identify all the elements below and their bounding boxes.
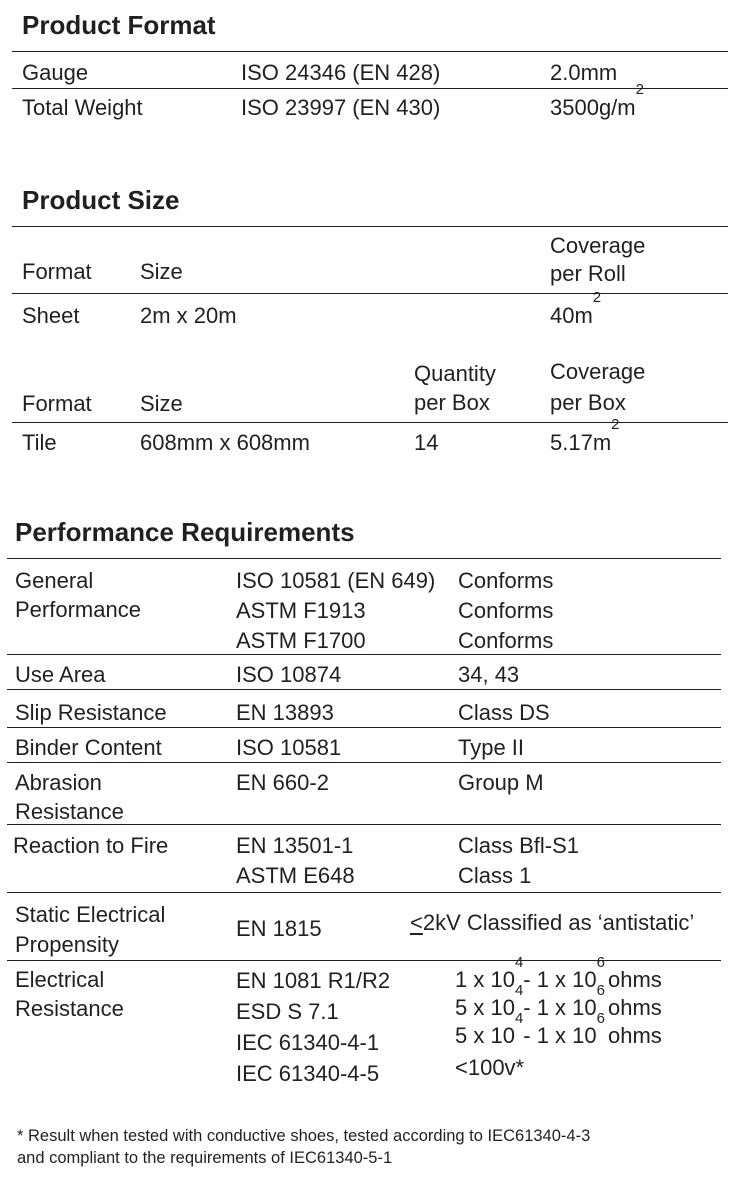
total-weight-value: $3500g/m^2$	[550, 81, 644, 120]
sheet-format: Sheet	[22, 303, 80, 328]
resistance-value-4: <100v*	[455, 1055, 525, 1080]
tile-header-format: Format	[22, 391, 92, 416]
gauge-label: Gauge	[22, 60, 89, 85]
use-area-label: Use Area	[15, 662, 106, 687]
general-performance-results: Conforms Conforms Conforms	[458, 568, 554, 653]
tile-header-coverage-per-box: per Box	[550, 390, 626, 415]
divider	[12, 422, 728, 423]
general-performance-label: General Performance	[15, 568, 141, 622]
static-electrical-propensity-result: <2kV Classified as ‘antistatic’	[410, 910, 695, 935]
abrasion-resistance-label: Abrasion Resistance	[15, 770, 124, 824]
total-weight-label: Total Weight	[22, 95, 143, 120]
product-size-heading: Product Size	[22, 185, 180, 215]
electrical-resistance-standards: EN 1081 R1/R2 ESD S 7.1 IEC 61340-4-1 IEC 61340-4-5	[236, 968, 391, 1086]
performance-heading: Performance Requirements	[15, 517, 355, 547]
divider	[12, 226, 728, 227]
abrasion-resistance-result: Group M	[458, 770, 544, 795]
gauge-value: 2.0mm	[550, 60, 618, 85]
divider	[7, 892, 721, 893]
tile-header-quantity: Quantity	[414, 361, 496, 386]
tile-format: Tile	[22, 430, 57, 455]
total-weight-standard: ISO 23997 (EN 430)	[241, 95, 441, 120]
reaction-to-fire-label: Reaction to Fire	[13, 833, 169, 858]
slip-resistance-result: Class DS	[458, 700, 550, 725]
reaction-to-fire-standards: EN 13501-1 ASTM E648	[236, 833, 355, 888]
sheet-header-format: Format	[22, 259, 92, 284]
divider	[7, 824, 721, 825]
tile-header-size: Size	[140, 391, 183, 416]
sheet-header-per-roll: per Roll	[550, 261, 626, 286]
sheet-header-size: Size	[140, 259, 183, 284]
tile-header-coverage: Coverage	[550, 359, 646, 384]
sheet-header-coverage: Coverage	[550, 233, 646, 258]
tile-size: 608mm x 608mm	[140, 430, 310, 455]
gauge-standard: ISO 24346 (EN 428)	[241, 60, 441, 85]
divider	[7, 762, 721, 763]
general-performance-standards: ISO 10581 (EN 649) ASTM F1913 ASTM F1700	[236, 568, 436, 653]
footnote: * Result when tested with conductive shoes, tested according to IEC61340-4-3 and compliant to the requirements of IEC61340-5-1	[17, 1127, 591, 1167]
resistance-value-3: 5 x $10^4-$ 1 x $10^6ohms$	[455, 1010, 662, 1048]
resistance-value-2: 5 x $10^4-$ 1 x $10^6ohms$	[455, 982, 662, 1020]
sheet-size: 2m x 20m	[140, 303, 237, 328]
static-electrical-propensity-standard: EN 1815	[236, 916, 322, 941]
tile-quantity: 14	[414, 430, 439, 455]
divider	[7, 654, 721, 655]
divider	[7, 727, 721, 728]
divider	[7, 960, 721, 961]
divider	[12, 293, 728, 294]
binder-content-result: Type II	[458, 735, 525, 760]
divider	[7, 689, 721, 690]
binder-content-standard: ISO 10581	[236, 735, 342, 760]
abrasion-resistance-standard: EN 660-2	[236, 770, 329, 795]
divider	[12, 51, 728, 52]
divider	[7, 558, 721, 559]
tile-header-per-box: per Box	[414, 390, 490, 415]
sheet-coverage: $40m^2$	[550, 289, 602, 328]
reaction-to-fire-results: Class Bfl-S1 Class 1	[458, 833, 580, 888]
slip-resistance-label: Slip Resistance	[15, 700, 167, 725]
electrical-resistance-results	[455, 954, 662, 1082]
use-area-result: 34, 43	[458, 662, 520, 687]
divider	[12, 88, 728, 89]
binder-content-label: Binder Content	[15, 735, 162, 760]
electrical-resistance-label: Electrical Resistance	[15, 967, 124, 1021]
product-format-heading: Product Format	[22, 10, 216, 40]
slip-resistance-standard: EN 13893	[236, 700, 334, 725]
tile-coverage: $5.17m^2$	[550, 416, 620, 455]
static-electrical-propensity-label: Static Electrical Propensity	[15, 902, 166, 957]
resistance-value-1: 1 x $10^4-$ 1 x $10^6ohms$	[455, 954, 662, 992]
use-area-standard: ISO 10874	[236, 662, 342, 687]
